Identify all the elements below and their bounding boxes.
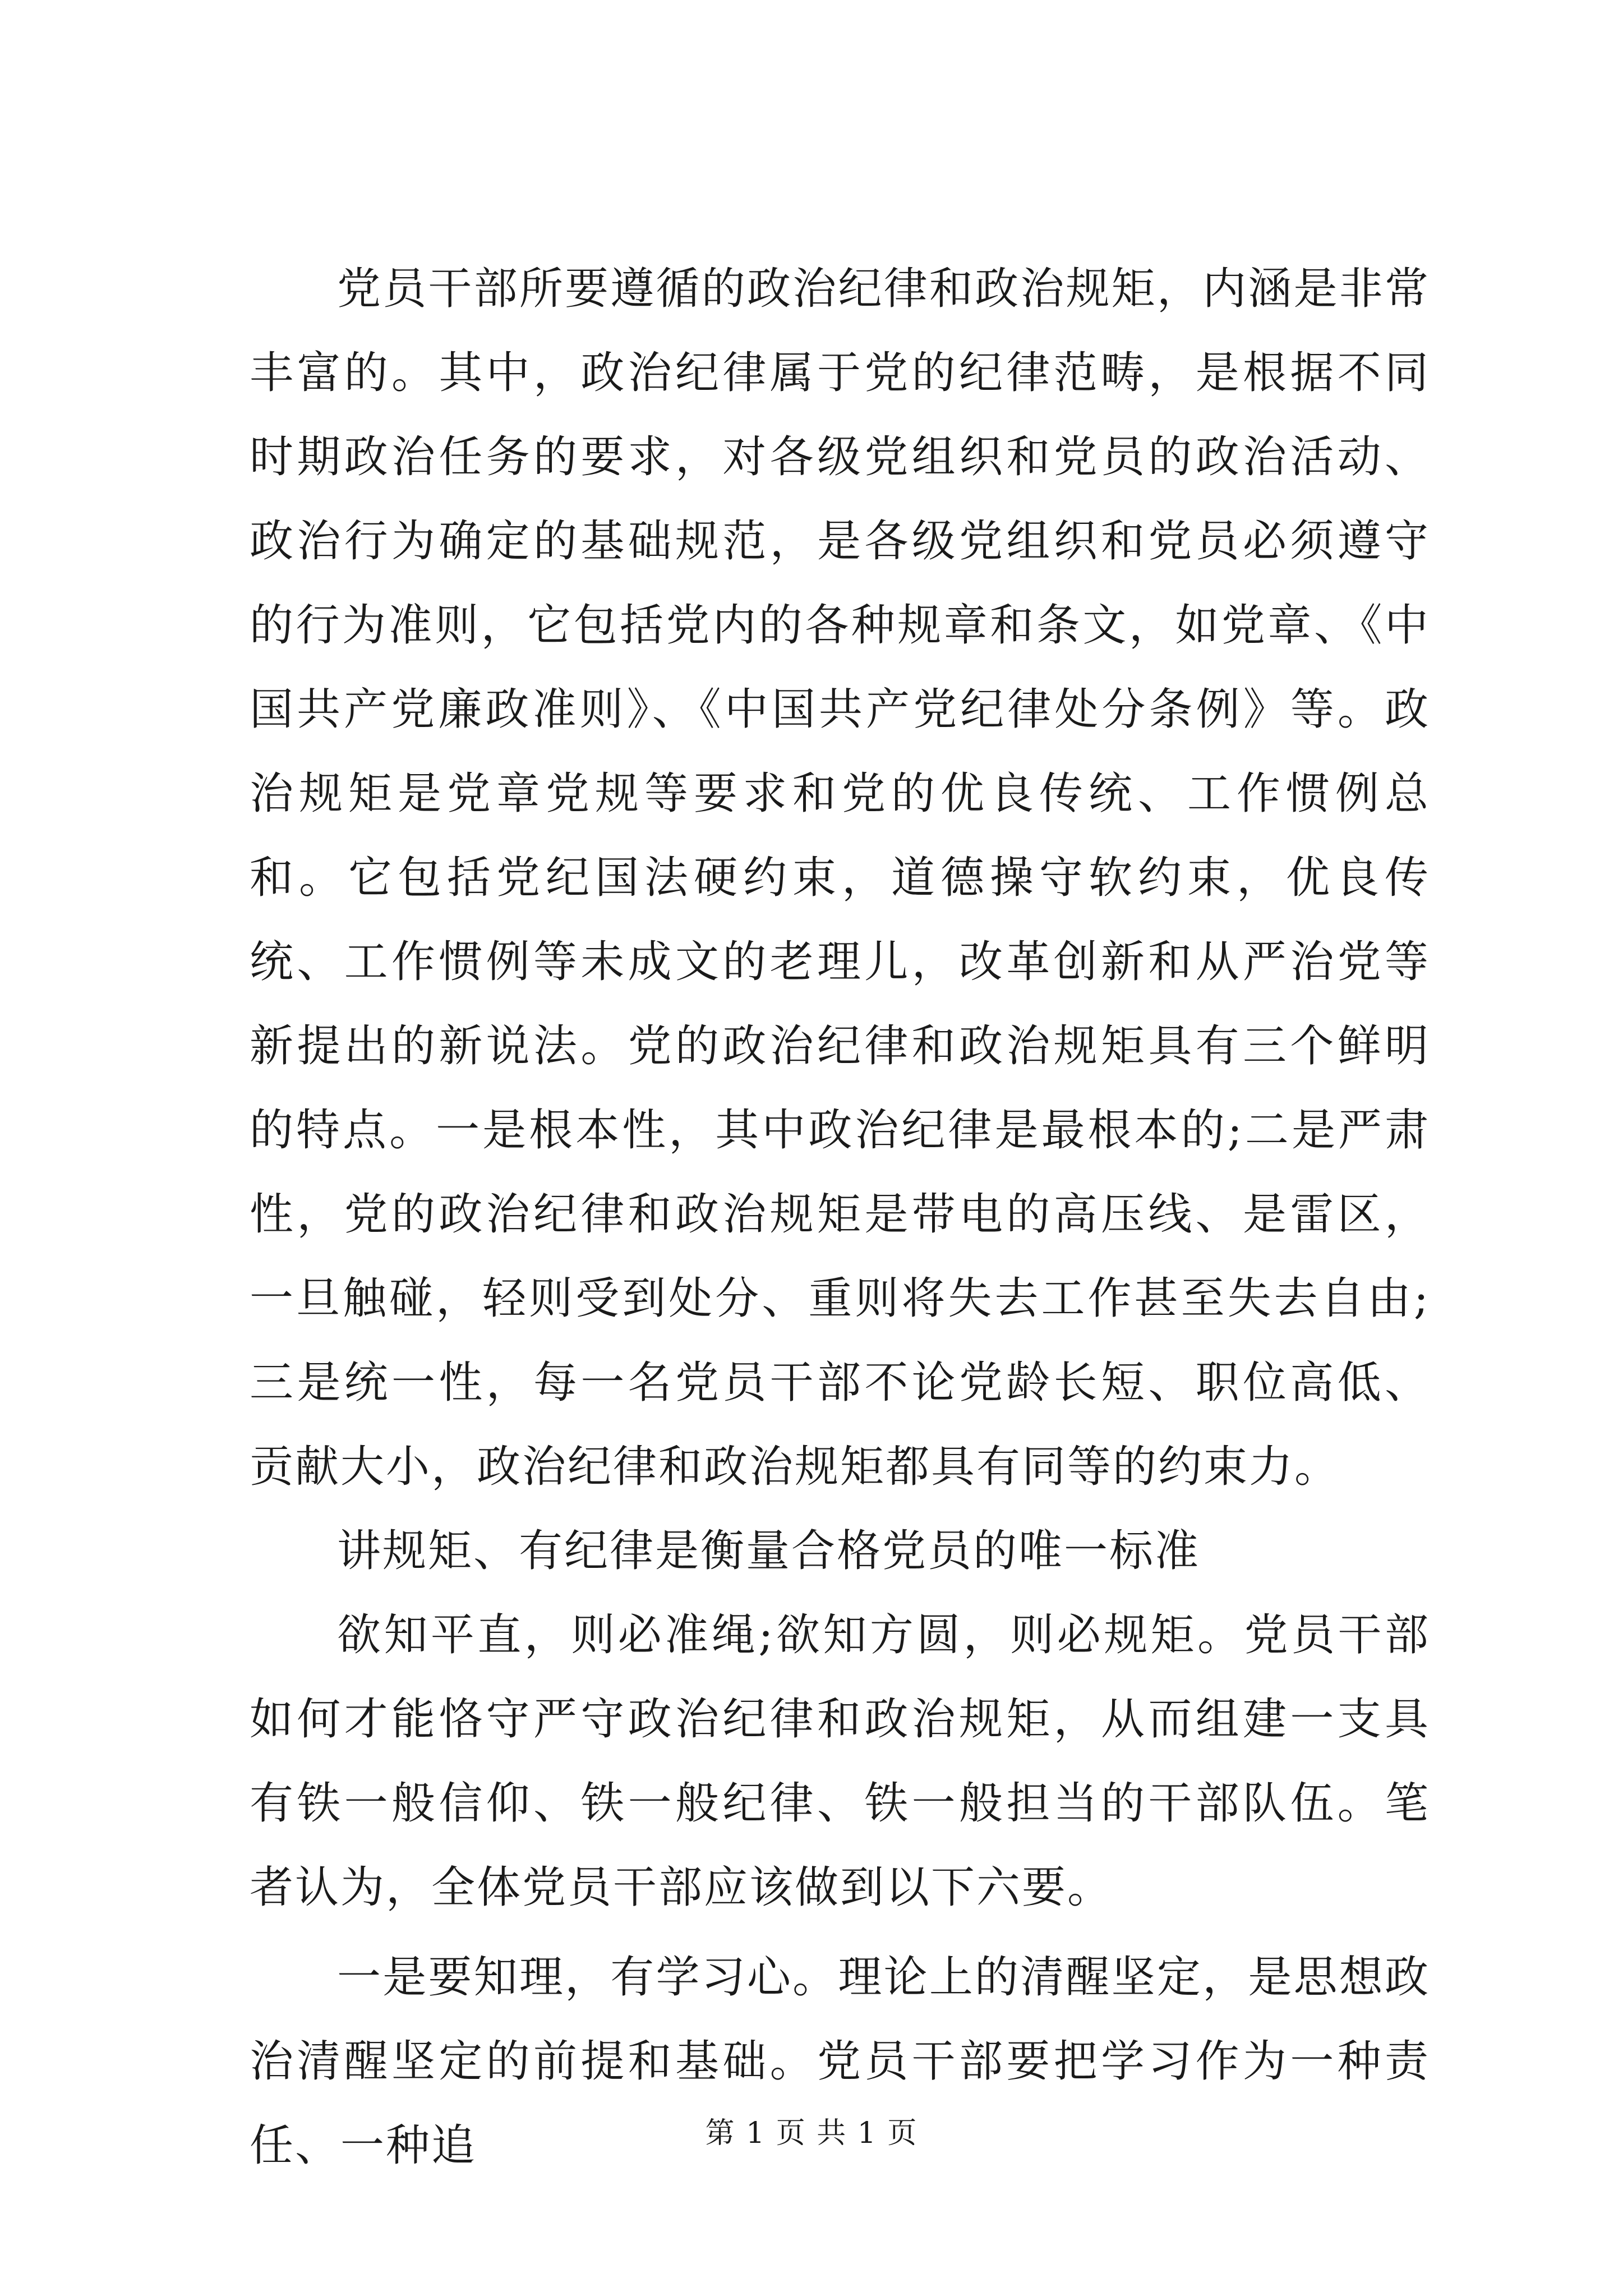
section-heading: 讲规矩、有纪律是衡量合格党员的唯一标准 xyxy=(337,1526,1201,1576)
document-body xyxy=(250,247,1430,2188)
paragraph-first-requirement: 一是要知理，有学习心。理论上的清醒坚定，是思想政治清醒坚定的前提和基础。党员干部要把学习作为一种责任、一种追 xyxy=(250,1952,1430,2171)
paragraph-political-discipline: 党员干部所要遵循的政治纪律和政治规矩，内涵是非常丰富的。其中，政治纪律属于党的纪律范畴，是根据不同时期政治任务的要求，对各级党组织和党员的政治活动、政治行为确定的基础规范，是各级党组织和党员必须遵守的行为准则，它包括党内的各种规章和条文，如党章、《中国共产党廉政准则》、《中国共产党纪律处分条例》等。政治规矩是党章党规等要求和党的优良传统、工作惯例总和。它包括党纪国法硬约束，道德操守软约束，优良传统、工作惯例等未成文的老理儿，改革创新和从严治党等新提出的新说法。党的政治纪律和政治规矩具有三个鲜明的特点。一是根本性，其中政治纪律是最根本的;二是严肃性，党的政治纪律和政治规矩是带电的高压线、是雷区，一旦触碰，轻则受到处分、重则将失去工作甚至失去自由;三是统一性，每一名党员干部不论党龄长短、职位高低、贡献大小，政治纪律和政治规矩都具有同等的约束力。 xyxy=(250,264,1430,1492)
page-footer: 第 1 页 共 1 页 xyxy=(705,2116,918,2150)
paragraph-six-requirements: 欲知平直，则必准绳;欲知方圆，则必规矩。党员干部如何才能恪守严守政治纪律和政治规矩，从而组建一支具有铁一般信仰、铁一般纪律、铁一般担当的干部队伍。笔者认为，全体党员干部应该做到以下六要。 xyxy=(250,1610,1430,1913)
